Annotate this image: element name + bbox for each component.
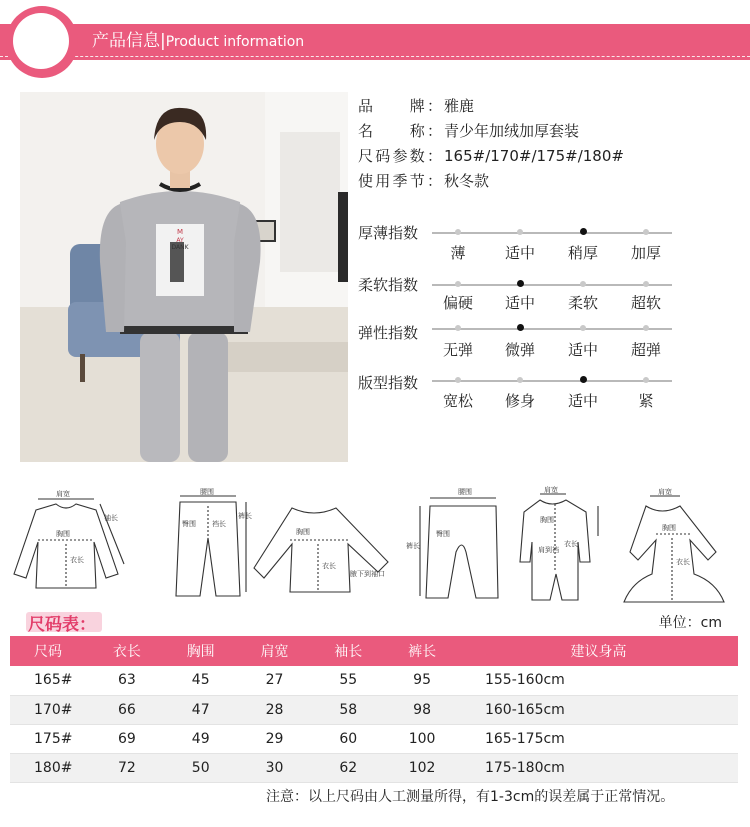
table-cell: 98 — [385, 695, 459, 724]
table-cell: 155-160cm — [459, 666, 738, 695]
measurement-diagrams — [0, 482, 750, 610]
elasticity-index-label: 弹性指数 — [358, 324, 419, 342]
raglan-diagram — [254, 508, 388, 592]
table-row — [10, 695, 738, 724]
section-title — [92, 30, 304, 53]
size-table-title: 尺码表： — [28, 615, 96, 635]
softness-index-dot — [580, 281, 586, 287]
spec-label: 使用季节： — [358, 172, 442, 190]
softness-option: 超软 — [630, 294, 661, 312]
spec-row-sizes — [358, 146, 624, 166]
spec-label: 品 牌： — [358, 97, 442, 115]
pants-diagram — [176, 487, 252, 596]
table-cell: 160-165cm — [459, 695, 738, 724]
table-cell: 165# — [10, 666, 90, 695]
table-cell: 180# — [10, 753, 90, 782]
col-header: 建议身高 — [459, 636, 738, 666]
col-header: 胸围 — [164, 636, 238, 666]
pants2-waist-label: 腰围 — [458, 488, 472, 496]
softness-index-dot — [643, 281, 649, 287]
measurement-note: 注意：以上尺码由人工测量所得，有1-3cm的误差属于正常情况。 — [266, 789, 675, 805]
dress-chest-label: 胸围 — [662, 524, 676, 532]
product-photo — [20, 92, 348, 462]
elasticity-index-dot-selected — [517, 324, 524, 331]
spec-value: 165#/170#/175#/180# — [444, 147, 624, 165]
table-cell: 27 — [238, 666, 312, 695]
romper-length-label: 衣长 — [564, 540, 578, 548]
elasticity-index-dot — [643, 325, 649, 331]
table-cell: 100 — [385, 724, 459, 753]
table-cell: 47 — [164, 695, 238, 724]
spec-value: 雅鹿 — [444, 97, 475, 115]
pants-crotch-label: 裆长 — [212, 520, 226, 528]
fit-index-label: 版型指数 — [358, 374, 419, 392]
fit-index-dot — [517, 377, 523, 383]
table-cell: 50 — [164, 753, 238, 782]
elasticity-index-dot — [455, 325, 461, 331]
raglan-armpit-label: 腋下到袖口 — [350, 570, 385, 578]
shirt-sleeve-label: 袖长 — [104, 514, 118, 522]
romper-chest-label: 胸围 — [540, 516, 554, 524]
table-cell: 60 — [311, 724, 385, 753]
pants2-length-label: 裤长 — [406, 542, 420, 550]
table-row — [10, 753, 738, 782]
thickness-index-track — [432, 232, 672, 234]
table-cell: 45 — [164, 666, 238, 695]
table-cell: 66 — [90, 695, 164, 724]
elasticity-option: 超弹 — [630, 341, 661, 359]
softness-index-label: 柔软指数 — [358, 276, 419, 294]
table-cell: 58 — [311, 695, 385, 724]
fit-index-dot — [455, 377, 461, 383]
thickness-index-dot — [517, 229, 523, 235]
col-header: 袖长 — [311, 636, 385, 666]
col-header: 裤长 — [385, 636, 459, 666]
thickness-index-dot — [455, 229, 461, 235]
shirt-chest-label: 胸围 — [56, 530, 70, 538]
thickness-option: 稍厚 — [567, 244, 598, 262]
fit-option: 适中 — [567, 392, 598, 410]
table-cell: 62 — [311, 753, 385, 782]
romper-diagram — [520, 485, 598, 600]
spec-row-brand — [358, 96, 474, 116]
romper-shoulder-label: 肩宽 — [544, 486, 558, 494]
pants-length-label: 裤长 — [238, 512, 252, 520]
table-cell: 95 — [385, 666, 459, 695]
table-cell: 175-180cm — [459, 753, 738, 782]
header-dashed-line — [0, 56, 750, 57]
pants-hip-label: 臀围 — [182, 520, 196, 528]
col-header: 肩宽 — [238, 636, 312, 666]
section-title-separator: | — [160, 31, 166, 51]
table-cell: 49 — [164, 724, 238, 753]
softness-option: 偏硬 — [442, 294, 473, 312]
section-title-en: Product information — [165, 34, 305, 50]
raglan-length-label: 衣长 — [322, 562, 336, 570]
pants2-diagram — [406, 487, 498, 598]
raglan-chest-label: 胸围 — [296, 528, 310, 536]
fit-option: 修身 — [504, 392, 535, 410]
romper-shoulder-crotch-label: 肩到裆 — [538, 546, 559, 554]
fit-option: 紧 — [638, 392, 654, 410]
fit-index-dot-selected — [580, 376, 587, 383]
table-row — [10, 666, 738, 695]
thickness-index-dot — [643, 229, 649, 235]
softness-index-dot — [455, 281, 461, 287]
thickness-option: 加厚 — [630, 244, 661, 262]
elasticity-option: 无弹 — [442, 341, 473, 359]
table-cell: 170# — [10, 695, 90, 724]
header-circle-ornament — [6, 6, 78, 78]
fit-option: 宽松 — [442, 392, 473, 410]
shirt-length-label: 衣长 — [70, 556, 84, 564]
spec-value: 秋冬款 — [444, 172, 490, 190]
table-cell: 55 — [311, 666, 385, 695]
fit-index-track — [432, 380, 672, 382]
thickness-index-dot-selected — [580, 228, 587, 235]
elasticity-index-track — [432, 328, 672, 330]
shirt-shoulder-label: 肩宽 — [56, 490, 70, 498]
spec-row-season — [358, 171, 489, 191]
thickness-option: 适中 — [504, 244, 535, 262]
size-table — [10, 636, 738, 783]
table-cell: 63 — [90, 666, 164, 695]
size-table-header — [10, 636, 738, 666]
fit-index-dot — [643, 377, 649, 383]
thickness-index-label: 厚薄指数 — [358, 224, 419, 242]
product-photo-illustration — [20, 92, 348, 462]
col-header: 衣长 — [90, 636, 164, 666]
table-cell: 69 — [90, 724, 164, 753]
col-header: 尺码 — [10, 636, 90, 666]
softness-index-track — [432, 284, 672, 286]
table-cell: 175# — [10, 724, 90, 753]
sweater-graphic-text-2: AY — [176, 237, 184, 244]
size-table-unit: 单位：cm — [658, 615, 722, 631]
thickness-option: 薄 — [450, 244, 466, 262]
spec-label: 尺码参数： — [358, 147, 442, 165]
pants2-hip-label: 臀围 — [436, 530, 450, 538]
softness-option: 适中 — [504, 294, 535, 312]
dress-shoulder-label: 肩宽 — [658, 488, 672, 496]
sweater-graphic-text-1: M — [176, 228, 184, 236]
table-cell: 102 — [385, 753, 459, 782]
spec-value: 青少年加绒加厚套装 — [444, 122, 580, 140]
dress-length-label: 衣长 — [676, 558, 690, 566]
table-cell: 29 — [238, 724, 312, 753]
softness-index-dot-selected — [517, 280, 524, 287]
table-cell: 72 — [90, 753, 164, 782]
table-cell: 28 — [238, 695, 312, 724]
elasticity-index-dot — [580, 325, 586, 331]
softness-option: 柔软 — [567, 294, 598, 312]
spec-label: 名 称： — [358, 122, 442, 140]
spec-row-name — [358, 121, 579, 141]
table-cell: 165-175cm — [459, 724, 738, 753]
table-cell: 30 — [238, 753, 312, 782]
elasticity-option: 微弹 — [504, 341, 535, 359]
shirt-diagram — [14, 489, 124, 588]
table-row — [10, 724, 738, 753]
section-title-cn: 产品信息 — [92, 31, 160, 51]
sweater-graphic-text-3: DANK — [171, 244, 189, 251]
pants-waist-label: 腰围 — [200, 488, 214, 496]
elasticity-option: 适中 — [567, 341, 598, 359]
dress-diagram — [624, 487, 724, 602]
